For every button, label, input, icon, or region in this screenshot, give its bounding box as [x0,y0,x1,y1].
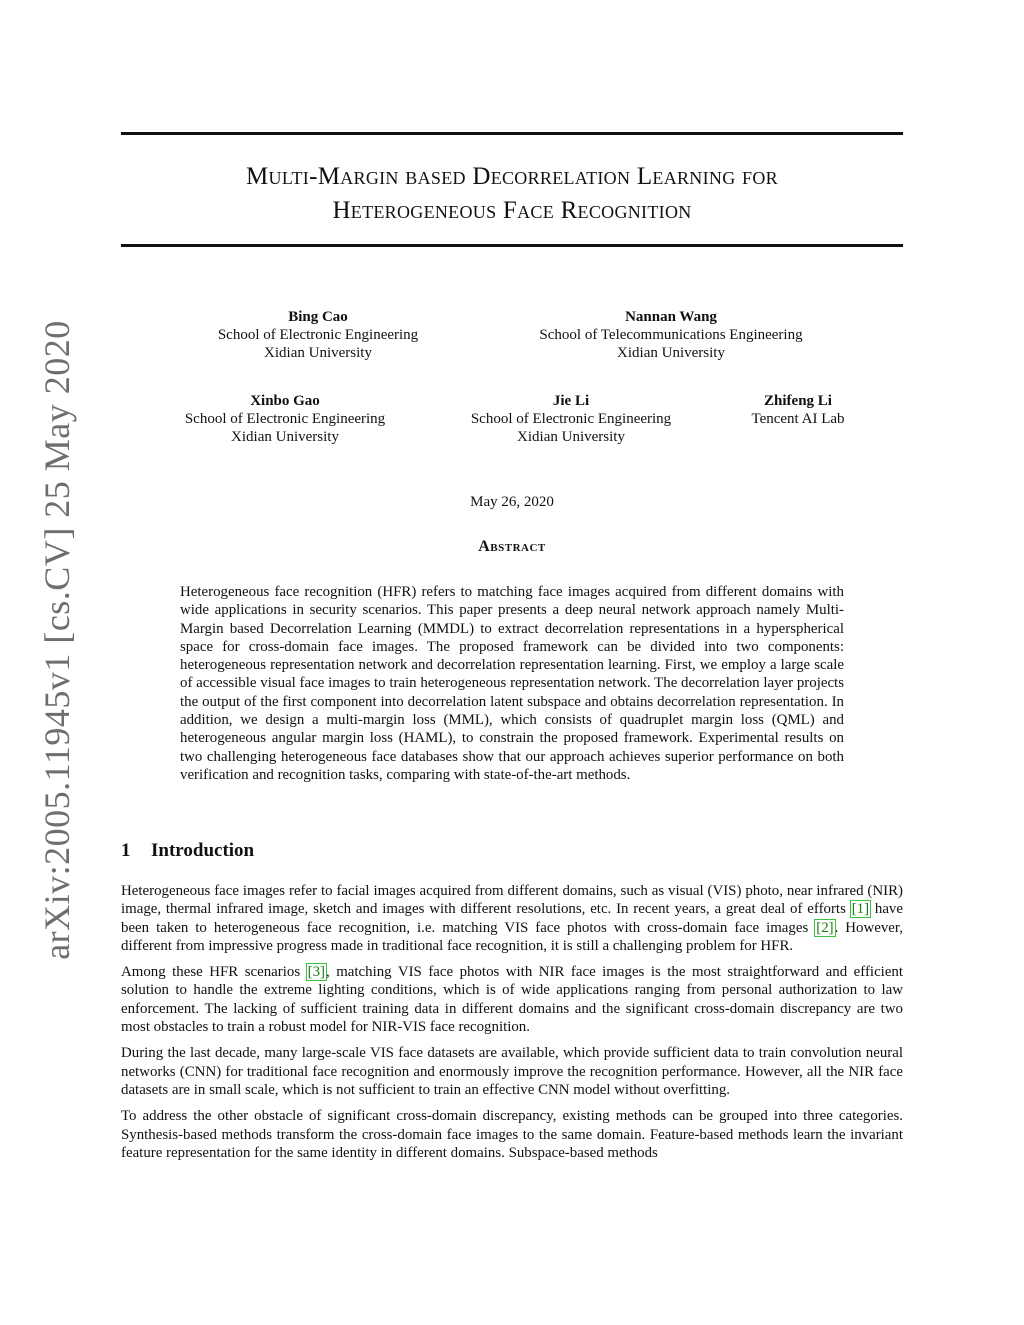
section-title: Introduction [151,840,255,861]
intro-body [121,882,903,1170]
abstract-text: Heterogeneous face recognition (HFR) refers to matching face images acquired from different domains with wide applications in security scenarios. This paper presents a deep neural network approach namely Multi-Margin based Decorrelation Learning (MMDL) to extract decorrelation representations in a hyperspherical space for cross-domain face images. The proposed framework can be divided into two components: heterogeneous representation network and decorrelation representation learning. First, we employ a large scale of accessible visual face images to train heterogeneous representation network. The decorrelation layer projects the output of the first component into decorrelation latent subspace and obtains decorrelation representation. In addition, we design a multi-margin loss (MML), which consists of quadruplet margin loss (QML) and heterogeneous angular margin loss (HAML), to constrain the proposed framework. Experimental results on two challenging heterogeneous face databases show that our approach achieves superior performance on both verification and recognition tasks, comparing with state-of-the-art methods. [180,584,844,783]
author-dept: Tencent AI Lab [751,411,845,427]
author-block [539,308,802,362]
author-name: Zhifeng Li [764,393,832,409]
text-run: Heterogeneous face images refer to facial images acquired from different domains, such as visual (VIS) photo, near infrared (NIR) image, thermal infrared image, sketch and images with different resolutions, etc. In recent years, a great deal of efforts [121,883,903,918]
author-block [185,392,385,446]
author-org: Xidian University [617,345,725,361]
paragraph [121,882,903,955]
author-dept: School of Electronic Engineering [184,411,386,427]
arxiv-stamp: arXiv:2005.11945v1 [cs.CV] 25 May 2020 [37,320,77,960]
author-block [218,308,418,362]
citation-link[interactable]: [3] [307,964,325,981]
abstract-heading: Abstract [478,538,546,555]
citation-link[interactable]: [1] [851,901,870,918]
title-line-2: Heterogeneous Face Recognition [332,197,692,224]
author-block [751,392,844,428]
author-org: Xidian University [231,429,339,445]
text-run: , matching VIS face photos with NIR face images is the most straightforward and efficient solution to handle the extreme lighting conditions, which is of wide applications ranging from personal authorization to law enforcement. The lacking of sufficient training data in different domains and the significant cross-domain discrepancy are two most obstacles to train a robust model for NIR-VIS face recognition. [121,964,904,1036]
author-block [471,392,671,446]
paragraph [121,963,903,1036]
section-heading [121,840,254,862]
author-dept: School of Telecommunications Engineering [539,327,803,343]
author-name: Nannan Wang [625,309,717,325]
author-dept: School of Electronic Engineering [470,411,672,427]
paper-title [121,160,903,228]
section-number: 1 [121,840,131,861]
author-org: Xidian University [517,429,625,445]
citation-link[interactable]: [2] [816,919,834,936]
author-dept: School of Electronic Engineering [217,327,419,343]
text-run: have been taken to heterogeneous face recognition, i.e. matching VIS face photos with cross-domain face images [121,901,903,936]
author-name: Bing Cao [288,309,348,325]
paragraph: To address the other obstacle of significant cross-domain discrepancy, existing methods can be grouped into three categories. Synthesis-based methods transform the cross-domain face images to the same domain. Feature-based methods learn the invariant feature representation for the same identity in different domains. Subspace-based methods [121,1108,903,1161]
title-top-rule [121,132,903,135]
title-bottom-rule [121,244,903,247]
author-org: Xidian University [264,345,372,361]
title-line-1: Multi-Margin based Decorrelation Learning for [246,163,778,190]
author-name: Jie Li [552,393,590,409]
text-run: Among these HFR scenarios [121,964,307,981]
text-run: . However, different from impressive progress made in traditional face recognition, it is still a challenging problem for HFR. [121,919,903,954]
paragraph: During the last decade, many large-scale VIS face datasets are available, which provide sufficient data to train convolution neural networks (CNN) for traditional face recognition and enormously improve the recognition performance. However, all the NIR face datasets are in small scale, which is not sufficient to train an effective CNN model without overfitting. [121,1045,903,1098]
paper-date: May 26, 2020 [470,494,554,510]
author-name: Xinbo Gao [250,393,320,409]
